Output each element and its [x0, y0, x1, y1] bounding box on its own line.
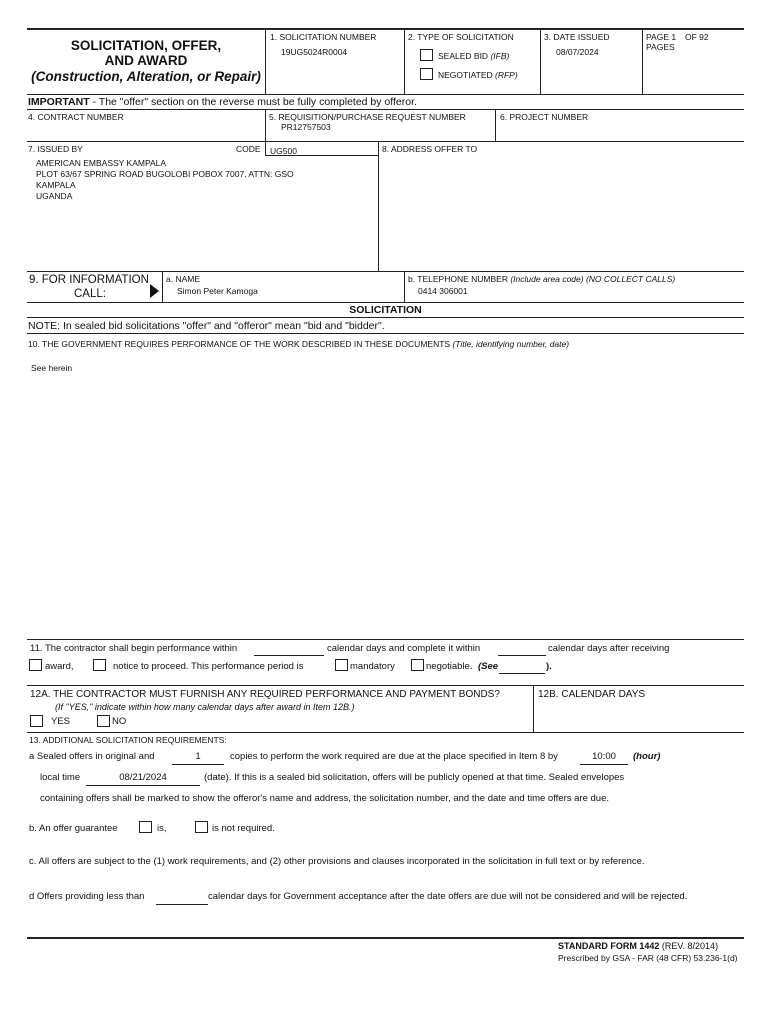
copies-field[interactable]: 1 — [195, 751, 201, 762]
item10-label: 10. THE GOVERNMENT REQUIRES PERFORMANCE OF THE WORK DESCRIBED IN THESE DOCUMENTS (Title, identifying number, date) — [28, 339, 570, 349]
divider — [404, 28, 405, 94]
contract-number-label: 4. CONTRACT NUMBER — [28, 112, 124, 122]
item13d-text: calendar days for Government acceptance after the date offers are due will not be considered and will be rejected. — [208, 891, 688, 902]
divider — [27, 109, 744, 110]
contact-name-field[interactable]: Simon Peter Kamoga — [177, 286, 258, 296]
divider — [404, 271, 405, 302]
address-offer-to-label: 8. ADDRESS OFFER TO — [382, 144, 478, 154]
item11-text: 11. The contractor shall begin performance within — [30, 643, 238, 654]
begin-days-field[interactable] — [254, 655, 324, 656]
guarantee-not-required-checkbox[interactable] — [195, 821, 208, 833]
pages-label: PAGES — [646, 42, 675, 52]
bonds-no-checkbox[interactable] — [97, 715, 110, 727]
acceptance-days-field[interactable] — [156, 904, 208, 905]
divider — [27, 333, 744, 334]
of-pages-label: OF 92 — [685, 32, 709, 42]
top-border — [27, 28, 744, 30]
award-label: award, — [45, 661, 74, 672]
form-title-line3: (Construction, Alteration, or Repair) — [31, 69, 261, 84]
divider — [27, 685, 744, 686]
date-issued-field[interactable]: 08/07/2024 — [556, 47, 599, 57]
divider — [642, 28, 643, 94]
item13b-text: b. An offer guarantee — [29, 823, 118, 834]
issuer-address-line: KAMPALA — [36, 180, 76, 190]
divider — [27, 302, 744, 303]
see-field[interactable] — [499, 673, 545, 674]
divider — [162, 271, 163, 302]
type-of-solicitation-label: 2. TYPE OF SOLICITATION — [408, 32, 514, 42]
item11-text: calendar days after receiving — [548, 643, 670, 654]
negotiated-label: NEGOTIATED (RFP) — [438, 70, 518, 80]
form-title-line2: AND AWARD — [104, 53, 188, 68]
telephone-label: b. TELEPHONE NUMBER (Include area code) (NO COLLECT CALLS) — [408, 274, 676, 284]
item13a-text: copies to perform the work required are due at the place specified in Item 8 by — [230, 751, 558, 762]
divider — [265, 109, 266, 141]
prescribed-by: Prescribed by GSA - FAR (48 CFR) 53.236-1(d) — [558, 953, 738, 963]
underline — [86, 785, 200, 786]
negotiable-checkbox[interactable] — [411, 659, 424, 671]
see-label: (See — [478, 661, 499, 672]
negotiable-label: negotiable. — [426, 661, 473, 672]
item10-field[interactable]: See herein — [31, 363, 73, 373]
divider — [27, 271, 744, 272]
underline — [580, 764, 628, 765]
item13c-text: c. All offers are subject to the (1) work requirements, and (2) other provisions and clauses incorporated in the solicitation in full text or by reference. — [29, 856, 645, 867]
issuer-address-line: AMERICAN EMBASSY KAMPALA — [36, 158, 167, 168]
divider — [265, 28, 266, 94]
project-number-label: 6. PROJECT NUMBER — [500, 112, 589, 122]
mandatory-label: mandatory — [350, 661, 395, 672]
info-call-label: 9. FOR INFORMATION — [29, 274, 149, 286]
bottom-border — [27, 937, 744, 939]
requisition-label: 5. REQUISITION/PURCHASE REQUEST NUMBER — [269, 112, 466, 122]
form-number: STANDARD FORM 1442 (REV. 8/2014) — [558, 941, 719, 951]
solicitation-number-label: 1. SOLICITATION NUMBER — [270, 32, 377, 42]
divider — [27, 94, 744, 95]
yes-label: YES — [51, 716, 71, 727]
is-label: is, — [157, 823, 167, 834]
name-label: a. NAME — [166, 274, 201, 284]
item13d-text: d Offers providing less than — [29, 891, 145, 902]
issuer-address-line: UGANDA — [36, 191, 73, 201]
form-title-line1: SOLICITATION, OFFER, — [70, 38, 222, 53]
date-issued-label: 3. DATE ISSUED — [544, 32, 610, 42]
complete-days-field[interactable] — [498, 655, 546, 656]
not-required-label: is not required. — [212, 823, 275, 834]
divider — [495, 109, 496, 141]
divider — [533, 685, 534, 732]
issuer-address-line: PLOT 63/67 SPRING ROAD BUGOLOBI POBOX 7007, ATTN: GSO — [36, 169, 294, 179]
issued-by-label: 7. ISSUED BY — [28, 144, 83, 154]
solicitation-number-field[interactable]: 19UG5024R0004 — [281, 47, 348, 57]
telephone-field[interactable]: 0414 306001 — [418, 286, 468, 296]
sealed-bid-checkbox[interactable] — [420, 49, 433, 61]
bonds-yes-checkbox[interactable] — [30, 715, 43, 727]
see-end-label: ). — [546, 661, 552, 672]
item13a-text: a Sealed offers in original and — [29, 751, 155, 762]
sealed-bid-label: SEALED BID (IFB) — [438, 51, 510, 61]
negotiated-checkbox[interactable] — [420, 68, 433, 80]
guarantee-is-checkbox[interactable] — [139, 821, 152, 833]
due-hour-field[interactable]: 10:00 — [592, 751, 616, 762]
item12a-sub: (If "YES," indicate within how many calendar days after award in Item 12B.) — [55, 702, 355, 712]
divider — [27, 732, 744, 733]
info-call-label: CALL: — [74, 288, 106, 300]
mandatory-checkbox[interactable] — [335, 659, 348, 671]
item13-heading: 13. ADDITIONAL SOLICITATION REQUIREMENTS: — [29, 735, 227, 745]
pointer-arrow-icon — [150, 284, 159, 298]
item12a-label: 12A. THE CONTRACTOR MUST FURNISH ANY REQUIRED PERFORMANCE AND PAYMENT BONDS? — [30, 689, 500, 700]
solicitation-heading: SOLICITATION — [349, 304, 422, 316]
solicitation-note: NOTE: In sealed bid solicitations "offer" and "offeror" mean "bid and "bidder". — [28, 320, 385, 332]
item12b-label: 12B. CALENDAR DAYS — [538, 689, 646, 700]
requisition-field[interactable]: PR12757503 — [281, 122, 331, 132]
due-date-field[interactable]: 08/21/2024 — [119, 772, 167, 783]
local-time-label: local time — [40, 772, 81, 783]
award-checkbox[interactable] — [29, 659, 42, 671]
notice-to-proceed-checkbox[interactable] — [93, 659, 106, 671]
code-label: CODE — [236, 144, 261, 154]
underline — [172, 764, 224, 765]
important-notice: IMPORTANT - The "offer" section on the reverse must be fully completed by offeror. — [28, 96, 417, 108]
item13a-text: containing offers shall be marked to show the offeror's name and address, the solicitation number, and the date and time offers are due. — [40, 793, 609, 804]
hour-label: (hour) — [633, 751, 661, 762]
no-label: NO — [112, 716, 127, 727]
item13a-text: (date). If this is a sealed bid solicitation, offers will be publicly opened at that time. Sealed envelopes — [204, 772, 625, 783]
notice-label: notice to proceed. This performance period is — [113, 661, 304, 672]
page-label: PAGE 1 — [646, 32, 677, 42]
divider — [27, 317, 744, 318]
divider — [27, 639, 744, 640]
divider — [540, 28, 541, 94]
divider — [27, 141, 744, 142]
divider — [378, 141, 379, 271]
code-field[interactable]: UG500 — [270, 146, 297, 156]
item11-text: calendar days and complete it within — [327, 643, 481, 654]
